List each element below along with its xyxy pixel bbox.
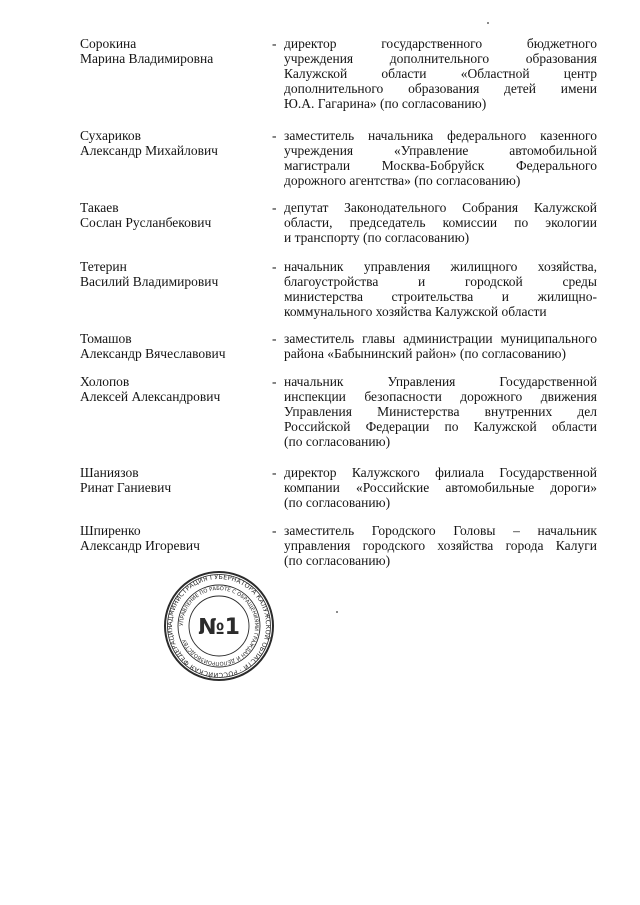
role-line: управления городского хозяйства города Калуги <box>284 538 597 553</box>
role-line: (по согласованию) <box>284 495 391 510</box>
member-role <box>284 259 597 319</box>
member-role <box>284 331 597 361</box>
dash-separator: - <box>272 200 277 215</box>
role-line: учреждения дополнительного образования <box>284 51 597 66</box>
role-line: и транспорту (по согласованию) <box>284 230 470 245</box>
role-line: области, председатель комиссии по экологии <box>284 215 597 230</box>
role-line: начальник Управления Государственной <box>284 374 597 389</box>
member-role <box>284 374 597 449</box>
member-name <box>80 259 270 289</box>
role-line: Ю.А. Гагарина» (по согласованию) <box>284 96 487 111</box>
member-given-names: Марина Владимировна <box>80 51 214 66</box>
member-name <box>80 200 270 230</box>
role-line: министерства строительства и жилищно- <box>284 289 597 304</box>
role-line: благоустройства и городской среды <box>284 274 597 289</box>
member-role <box>284 128 597 188</box>
scan-speck <box>336 611 338 613</box>
role-line: Российской Федерации по Калужской области <box>284 419 597 434</box>
dash-separator: - <box>272 465 277 480</box>
member-name <box>80 465 270 495</box>
role-line: (по согласованию) <box>284 434 391 449</box>
member-name <box>80 128 270 158</box>
member-surname: Томашов <box>80 331 132 346</box>
member-surname: Холопов <box>80 374 130 389</box>
role-line: инспекции безопасности дорожного движения <box>284 389 597 404</box>
role-line: (по согласованию) <box>284 553 391 568</box>
role-line: компании «Российские автомобильные дороги» <box>284 480 597 495</box>
stamp-inner-text: УПРАВЛЕНИЕ ПО РАБОТЕ С ОБРАЩЕНИЯМИ ГРАЖДАН И ДЕЛОПРОИЗВОДСТВУ <box>178 585 260 667</box>
role-line: Управления Министерства внутренних дел <box>284 404 597 419</box>
member-role <box>284 200 597 245</box>
role-line: заместитель начальника федерального казенного <box>284 128 597 143</box>
stamp-outer-text: АДМИНИСТРАЦИЯ ГУБЕРНАТОРА КАЛУЖСКОЙ ОБЛАСТИ · РОССИЙСКАЯ ФЕДЕРАЦИЯ <box>165 572 273 680</box>
role-line: директор государственного бюджетного <box>284 36 597 51</box>
role-line: заместитель главы администрации муниципального <box>284 331 597 346</box>
role-line: коммунального хозяйства Калужской области <box>284 304 547 319</box>
role-line: района «Бабынинский район» (по согласованию) <box>284 346 566 361</box>
member-name <box>80 331 270 361</box>
role-line: дополнительного образования детей имени <box>284 81 597 96</box>
dash-separator: - <box>272 331 277 346</box>
role-line: начальник управления жилищного хозяйства, <box>284 259 597 274</box>
stamp-number: №1 <box>198 615 240 640</box>
member-surname: Сорокина <box>80 36 137 51</box>
dash-separator: - <box>272 259 277 274</box>
member-name <box>80 523 270 553</box>
dash-separator: - <box>272 523 277 538</box>
official-stamp <box>163 570 275 682</box>
member-role <box>284 465 597 510</box>
member-given-names: Александр Вячеславович <box>80 346 226 361</box>
member-surname: Сухариков <box>80 128 141 143</box>
stamp-seal-icon <box>163 570 275 682</box>
role-line: учреждения «Управление автомобильной <box>284 143 597 158</box>
dash-separator: - <box>272 128 277 143</box>
member-given-names: Василий Владимирович <box>80 274 219 289</box>
member-role <box>284 523 597 568</box>
member-role <box>284 36 597 111</box>
member-given-names: Алексей Александрович <box>80 389 221 404</box>
scan-speck <box>487 22 489 24</box>
role-line: депутат Законодательного Собрания Калужской <box>284 200 597 215</box>
member-surname: Шаниязов <box>80 465 139 480</box>
role-line: заместитель Городского Головы – начальник <box>284 523 597 538</box>
member-surname: Тетерин <box>80 259 127 274</box>
dash-separator: - <box>272 36 277 51</box>
role-line: Калужской области «Областной центр <box>284 66 597 81</box>
dash-separator: - <box>272 374 277 389</box>
member-given-names: Александр Михайлович <box>80 143 218 158</box>
role-line: магистрали Москва-Бобруйск Федерального <box>284 158 597 173</box>
member-name <box>80 36 270 66</box>
member-given-names: Ринат Ганиевич <box>80 480 172 495</box>
role-line: дорожного агентства» (по согласованию) <box>284 173 521 188</box>
member-surname: Такаев <box>80 200 119 215</box>
member-given-names: Сослан Русланбекович <box>80 215 212 230</box>
member-surname: Шпиренко <box>80 523 141 538</box>
member-name <box>80 374 270 404</box>
role-line: директор Калужского филиала Государственной <box>284 465 597 480</box>
member-given-names: Александр Игоревич <box>80 538 200 553</box>
